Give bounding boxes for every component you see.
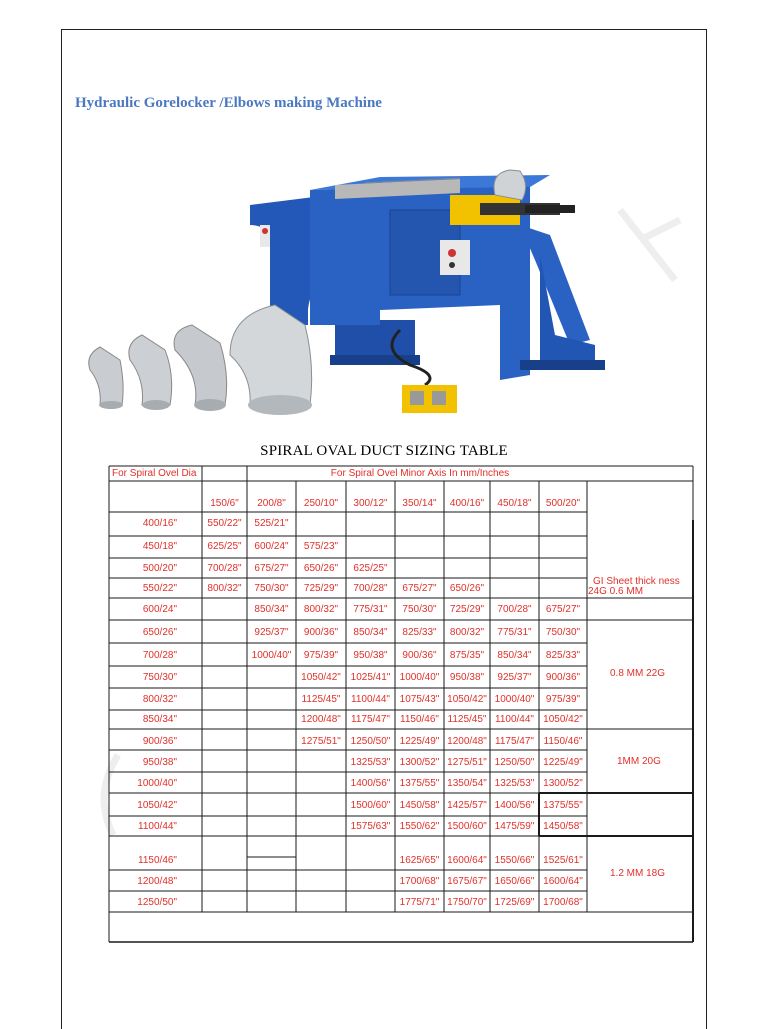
- row-dia-label: 450/18": [142, 541, 177, 552]
- table-cell: 1150/46": [543, 736, 583, 747]
- table-cell: 1325/53": [350, 757, 391, 768]
- row-dia-label: 1000/40": [137, 778, 177, 789]
- table-cell: 725/29": [303, 583, 339, 594]
- table-cell: 1225/49": [399, 736, 440, 747]
- table-cell: 1575/63": [350, 821, 391, 832]
- column-header-7: 450/18": [497, 498, 532, 509]
- row-dia-label: 800/32": [142, 694, 177, 705]
- table-cell: 650/26": [303, 563, 339, 574]
- table-cell: 775/31": [497, 627, 532, 638]
- note-gi-sheet: GI Sheet thick ness: [593, 576, 680, 587]
- row-dia-label: 1100/44": [138, 821, 177, 832]
- table-cell: 1550/66": [494, 855, 535, 866]
- table-cell: 1700/68": [543, 897, 583, 908]
- table-cell: 625/25": [207, 541, 242, 552]
- table-cell: 1500/60": [350, 800, 391, 811]
- table-cell: 1150/46": [400, 714, 439, 725]
- row-dia-label: 1150/46": [138, 855, 177, 866]
- table-cell: 1675/67": [447, 876, 487, 887]
- table-cell: 1000/40": [399, 672, 440, 683]
- note-20g: 1MM 20G: [617, 756, 661, 767]
- column-header-2: 200/8": [257, 498, 286, 509]
- column-header-3: 250/10": [303, 498, 339, 509]
- table-cell: 775/31": [353, 604, 388, 615]
- table-cell: 1275/51": [447, 757, 487, 768]
- table-cell: 1475/59": [494, 821, 535, 832]
- document-heading: Hydraulic Gorelocker /Elbows making Machine: [75, 95, 382, 111]
- table-cell: 1775/71": [399, 897, 440, 908]
- table-cell: 1400/56": [494, 800, 535, 811]
- table-cell: 750/30": [254, 583, 289, 594]
- table-cell: 1425/57": [447, 800, 487, 811]
- table-cell: 1000/40": [494, 694, 535, 705]
- table-cell: 950/38": [353, 650, 388, 661]
- table-cell: 950/38": [449, 672, 485, 683]
- table-cell: 1450/58": [543, 821, 583, 832]
- table-cell: 825/33": [545, 650, 581, 661]
- table-cell: 1600/64": [447, 855, 487, 866]
- table-cell: 900/36": [303, 627, 339, 638]
- table-cell: 975/39": [545, 694, 581, 705]
- table-cell: 1050/42": [447, 694, 487, 705]
- table-cell: 800/32": [303, 604, 339, 615]
- table-cell: 1600/64": [543, 876, 583, 887]
- table-cell: 900/36": [402, 650, 437, 661]
- table-cell: 1650/66": [494, 876, 535, 887]
- table-cell: 700/28": [497, 604, 532, 615]
- column-header-6: 400/16": [449, 498, 485, 509]
- table-cell: 975/39": [303, 650, 339, 661]
- table-cell: 800/32": [449, 627, 485, 638]
- row-dia-label: 900/36": [142, 736, 177, 747]
- table-cell: 1100/44": [495, 714, 534, 725]
- table-cell: 1375/55": [399, 778, 440, 789]
- table-cell: 750/30": [545, 627, 581, 638]
- row-dia-label: 950/38": [142, 757, 177, 768]
- table-cell: 1050/42": [543, 714, 583, 725]
- table-cell: 850/34": [254, 604, 289, 615]
- table-cell: 1075/43": [399, 694, 440, 705]
- table-cell: 675/27": [254, 563, 289, 574]
- table-cell: 850/34": [497, 650, 532, 661]
- table-cell: 525/21": [254, 518, 289, 529]
- table-cell: 600/24": [254, 541, 289, 552]
- table-cell: 1175/47": [351, 714, 390, 725]
- table-cell: 1175/47": [495, 736, 534, 747]
- table-cell: 900/36": [545, 672, 581, 683]
- row-dia-label: 500/20": [142, 563, 177, 574]
- row-dia-label: 600/24": [142, 604, 177, 615]
- table-cell: 1250/50": [494, 757, 535, 768]
- table-cell: 1300/52": [399, 757, 440, 768]
- table-cell: 1625/65": [399, 855, 440, 866]
- table-cell: 625/25": [353, 563, 388, 574]
- table-cell: 1500/60": [447, 821, 487, 832]
- note-22g: 0.8 MM 22G: [610, 668, 666, 679]
- column-header-8: 500/20": [545, 498, 581, 509]
- note-24g: 24G 0.6 MM: [588, 586, 644, 597]
- row-dia-label: 400/16": [142, 518, 177, 529]
- table-cell: 700/28": [207, 563, 242, 574]
- table-cell: 750/30": [402, 604, 437, 615]
- table-cell: 1225/49": [543, 757, 583, 768]
- table-cell: 1450/58": [399, 800, 440, 811]
- table-cell: 1325/53": [494, 778, 535, 789]
- corner-header: For Spiral Ovel Dia: [112, 468, 197, 479]
- table-cell: 1200/48": [301, 714, 341, 725]
- table-cell: 925/37": [497, 672, 532, 683]
- table-cell: 1725/69": [494, 897, 535, 908]
- table-cell: 550/22": [207, 518, 242, 529]
- row-dia-label: 700/28": [142, 650, 177, 661]
- table-cell: 1100/44": [351, 694, 390, 705]
- note-18g: 1.2 MM 18G: [610, 868, 666, 879]
- table-cell: 1000/40": [251, 650, 292, 661]
- table-cell: 575/23": [303, 541, 339, 552]
- table-cell: 1700/68": [399, 876, 440, 887]
- table-cell: 1025/41": [350, 672, 391, 683]
- table-cell: 925/37": [254, 627, 289, 638]
- table-cell: 1125/45": [447, 714, 487, 725]
- table-cell: 1375/55": [543, 800, 583, 811]
- table-cell: 650/26": [449, 583, 485, 594]
- table-cell: 1050/42": [301, 672, 341, 683]
- column-header-4: 300/12": [353, 498, 388, 509]
- row-dia-label: 1050/42": [137, 800, 177, 811]
- column-header-5: 350/14": [402, 498, 437, 509]
- table-cell: 1750/70": [447, 897, 487, 908]
- table-cell: 1250/50": [350, 736, 391, 747]
- table-cell: 850/34": [353, 627, 388, 638]
- table-cell: 1400/56": [350, 778, 391, 789]
- table-cell: 725/29": [449, 604, 485, 615]
- table-cell: 1350/54": [447, 778, 487, 789]
- table-cell: 675/27": [402, 583, 437, 594]
- table-cell: 700/28": [353, 583, 388, 594]
- table-cell: 1300/52": [543, 778, 583, 789]
- table-cell: 1525/61": [543, 855, 583, 866]
- row-dia-label: 850/34": [142, 714, 177, 725]
- table-title: SPIRAL OVAL DUCT SIZING TABLE: [260, 443, 508, 459]
- table-cell: 675/27": [545, 604, 581, 615]
- table-cell: 875/35": [449, 650, 485, 661]
- table-cell: 1125/45": [301, 694, 341, 705]
- column-header-1: 150/6": [210, 498, 239, 509]
- row-dia-label: 1200/48": [137, 876, 177, 887]
- table-cell: 825/33": [402, 627, 437, 638]
- group-header: For Spiral Ovel Minor Axis In mm/Inches: [330, 468, 510, 479]
- table-cell: 800/32": [207, 583, 242, 594]
- table-cell: 1550/62": [399, 821, 440, 832]
- table-cell: 1200/48": [447, 736, 487, 747]
- row-dia-label: 550/22": [142, 583, 177, 594]
- row-dia-label: 1250/50": [137, 897, 177, 908]
- row-dia-label: 650/26": [142, 627, 177, 638]
- table-cell: 1275/51": [301, 736, 341, 747]
- row-dia-label: 750/30": [142, 672, 177, 683]
